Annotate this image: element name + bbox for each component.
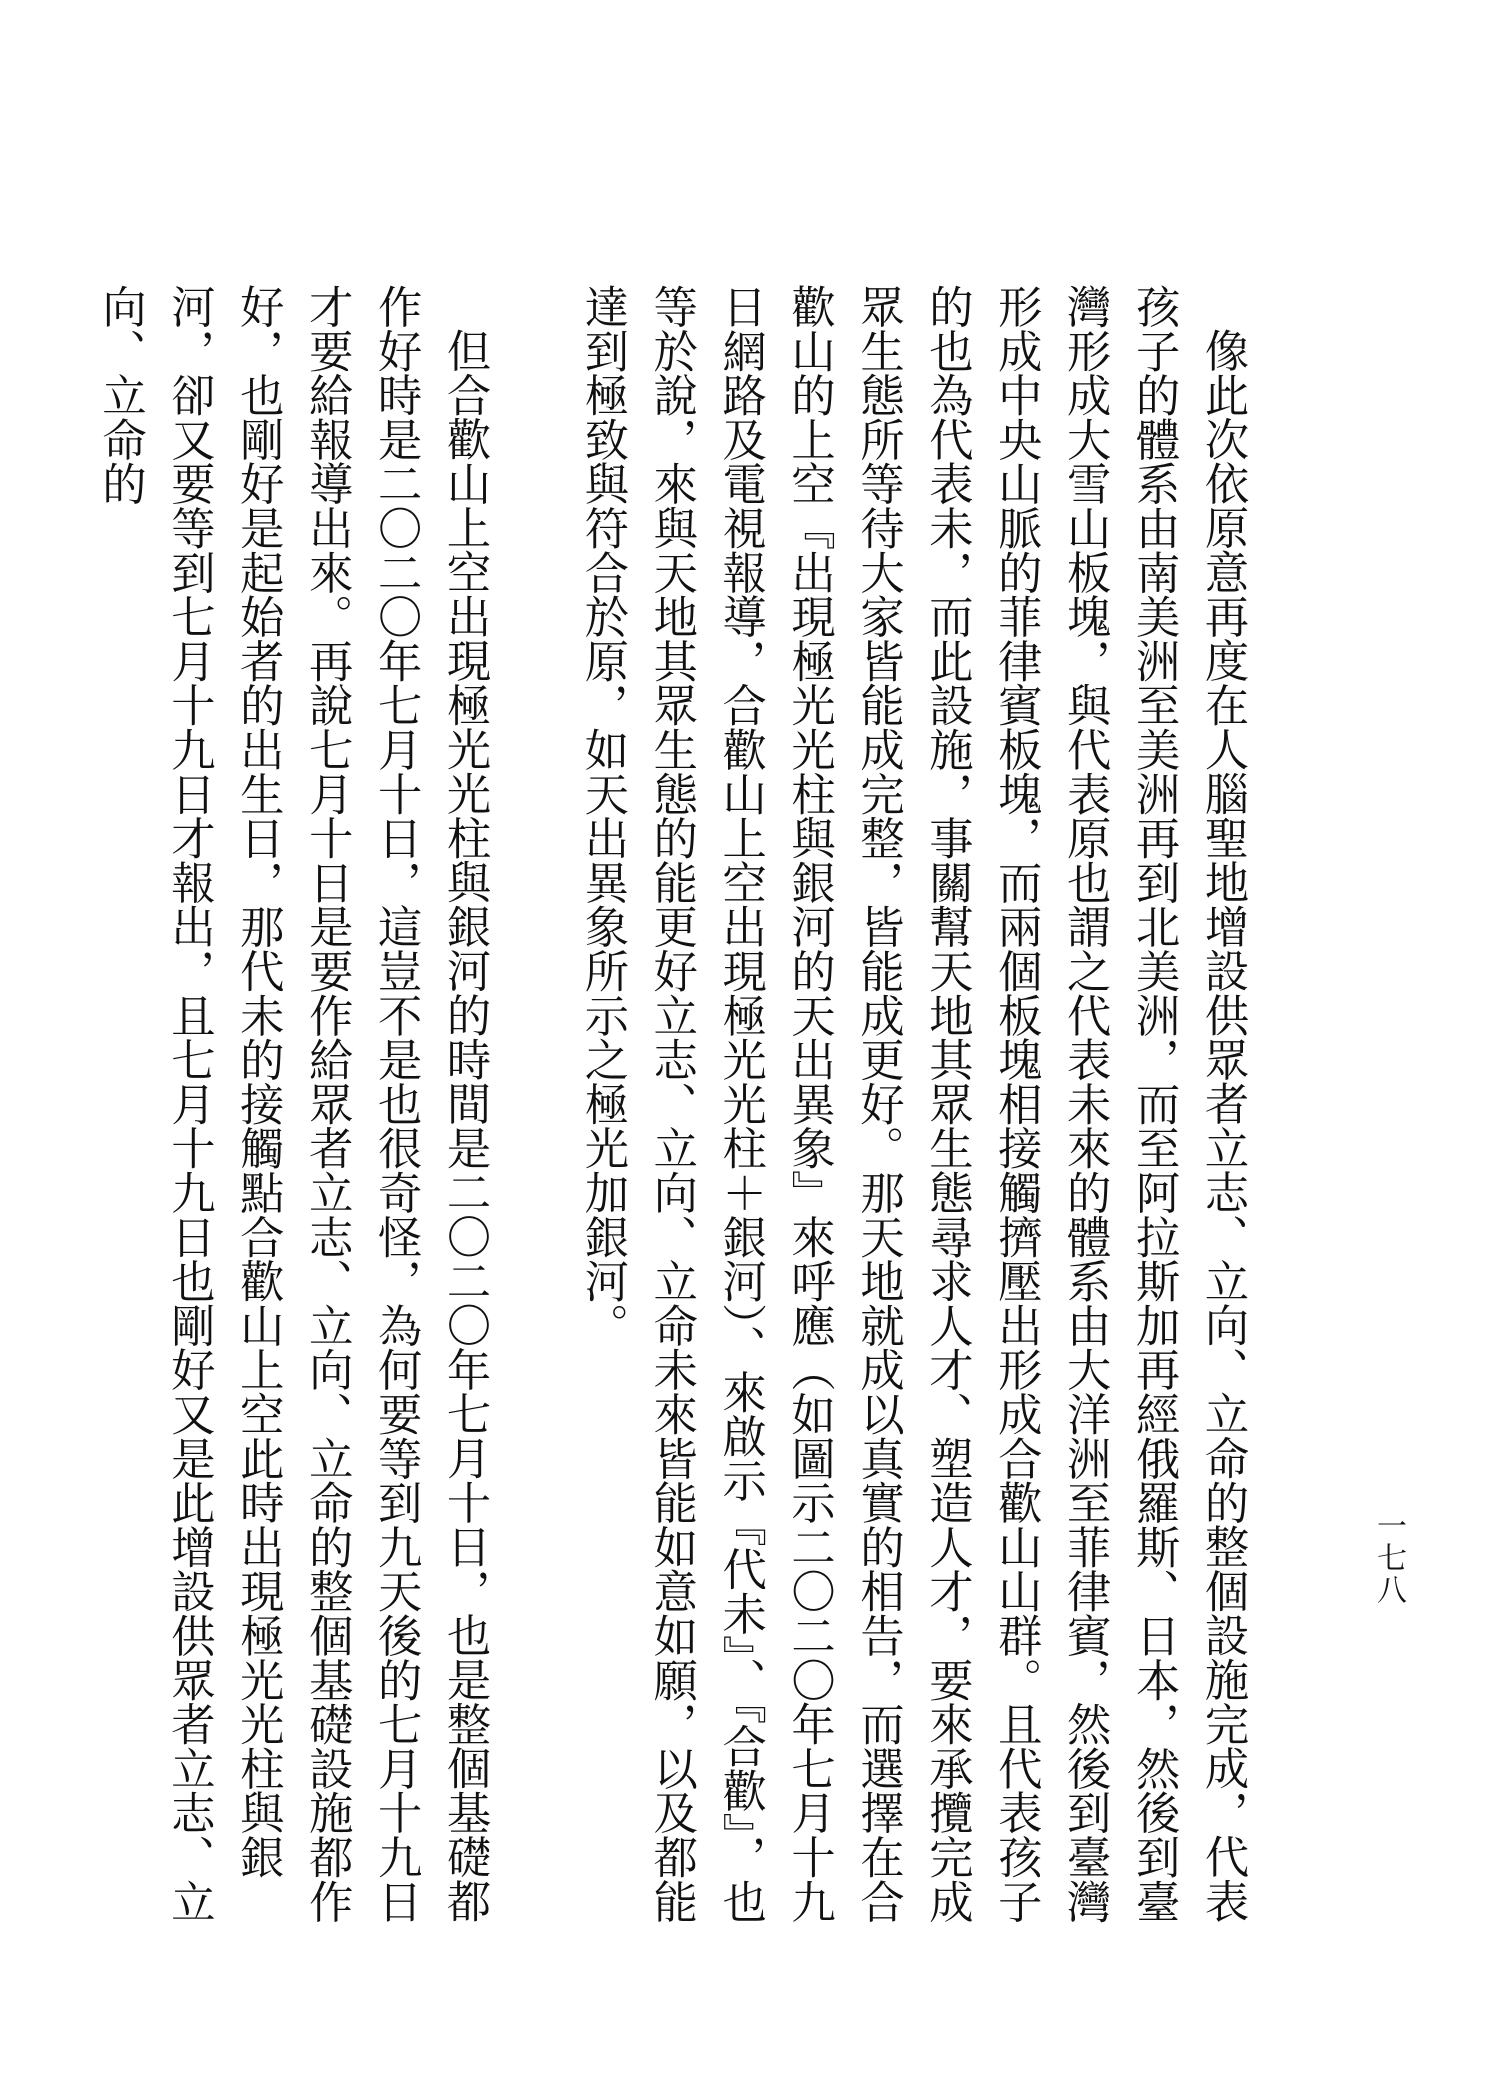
body-text: [85, 284, 1256, 1924]
paragraph: 像此次依原意再度在人腦聖地增設供眾者立志、立向、立命的整個設施完成，代表孩子的體系由南美洲至美洲再到北美洲，而至阿拉斯加再經俄羅斯、日本，然後到臺灣形成大雪山板塊，與代表原也謂之代表未來的體系由大洋洲至菲律賓，然後到臺灣形成中央山脈的菲律賓板塊，而兩個板塊相接觸擠壓出形成合歡山山群。且代表孩子的也為代表未，而此設施，事關幫天地其眾生態尋求人才、塑造人才，要來承攬完成眾生態所等待大家皆能成完整，皆能成更好。那天地就成以真實的相告，而選擇在合歡山的上空『出現極光光柱與銀河的天出異象』來呼應（如圖示二〇二〇年七月十九日網路及電視報導，合歡山上空出現極光光柱＋銀河）、來啟示『代未』、『合歡』，也等於說，來與天地其眾生態的能更好立志、立向、立命未來皆能如意如願，以及都能達到極致與符合於原，如天出異象所示之極光加銀河。: [576, 284, 1248, 1924]
page-number: 一七八: [1371, 1510, 1406, 1606]
paragraph: 但合歡山上空出現極光光柱與銀河的時間是二〇二〇年七月十日，也是整個基礎都作好時是二〇二〇年七月十日，這豈不是也很奇怪，為何要等到九天後的七月十九日才要給報導出來。再說七月十日是要作給眾者立志、立向、立命的整個基礎設施都作好，也剛好是起始者的出生日，那代未的接觸點合歡山上空此時出現極光光柱與銀河，卻又要等到七月十九日才報出，且七月十九日也剛好又是此增設供眾者立志、立向、立命的: [94, 284, 491, 1924]
